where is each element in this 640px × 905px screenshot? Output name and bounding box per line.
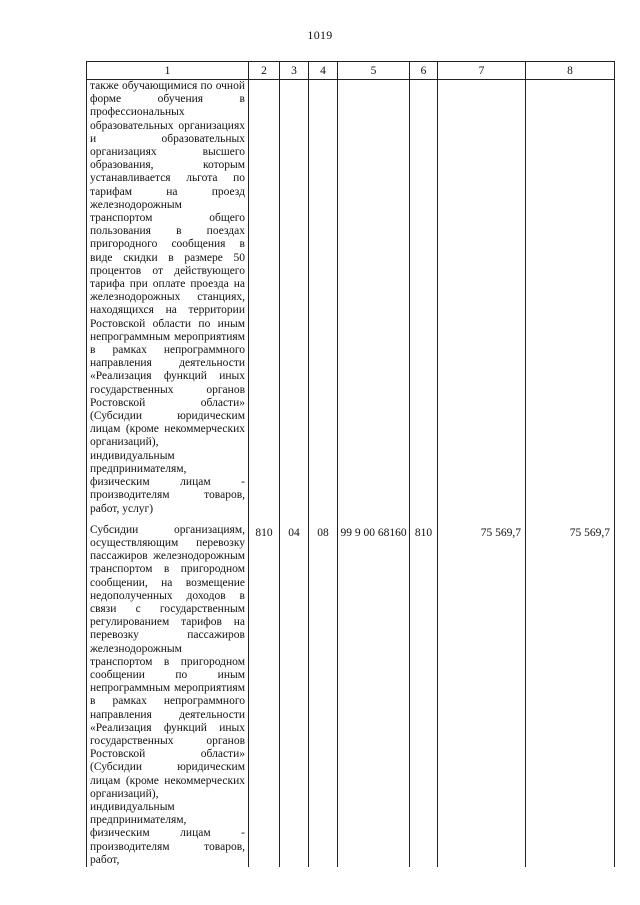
row-expense-type: 810 [410, 516, 438, 867]
row-amount-1 [438, 80, 526, 516]
row-amount-2: 75 569,7 [526, 516, 615, 867]
table-row [87, 80, 615, 516]
table-header [87, 62, 615, 80]
row-section-code: 04 [280, 516, 309, 867]
header-col-2: 2 [249, 62, 280, 80]
row-section-code [280, 80, 309, 516]
table-row [87, 516, 615, 867]
page-number: 1019 [307, 28, 333, 42]
header-col-6: 6 [410, 62, 438, 80]
header-col-4: 4 [309, 62, 338, 80]
row-amount-2 [526, 80, 615, 516]
header-row [87, 62, 615, 80]
row-ministry-code: 810 [249, 516, 280, 867]
budget-table [86, 61, 615, 867]
row-subsection-code: 08 [309, 516, 338, 867]
header-col-3: 3 [280, 62, 309, 80]
row-target-article: 99 9 00 68160 [338, 516, 410, 867]
header-col-5: 5 [338, 62, 410, 80]
table-body [87, 80, 615, 867]
row-target-article [338, 80, 410, 516]
row-expense-type [410, 80, 438, 516]
row-ministry-code [249, 80, 280, 516]
row-amount-1: 75 569,7 [438, 516, 526, 867]
header-col-7: 7 [438, 62, 526, 80]
row-subsection-code [309, 80, 338, 516]
header-col-1: 1 [87, 62, 249, 80]
row-description: также обучающимися по очной форме обучения в профессиональных образовательных организациях и образовательных организациях высшего образования, которым устанавливается льгота по тарифам на проезд железнодорожным транспортом общего пользования в поездах пригородного сообщения в виде скидки в размере 50 процентов от действующего тарифа при оплате проезда на железнодорожных станциях, находящихся на территории Ростовской области по иным непрограммным мероприятиям в рамках непрограммного направления деятельности «Реализация функций иных государственных органов Ростовской области» (Субсидии юридическим лицам (кроме некоммерческих организаций), индивидуальным предпринимателям, физическим лицам - производителям товаров, работ, услуг) [87, 80, 249, 516]
row-description: Субсидии организациям, осуществляющим перевозку пассажиров железнодорожным транспортом в пригородном сообщении, на возмещение недополученных доходов в связи с государственным регулированием тарифов на перевозку пассажиров железнодорожным транспортом в пригородном сообщении по иным непрограммным мероприятиям в рамках непрограммного направления деятельности «Реализация функций иных государственных органов Ростовской области» (Субсидии юридическим лицам (кроме некоммерческих организаций), индивидуальным предпринимателям, физическим лицам - производителям товаров, работ, [87, 516, 249, 867]
header-col-8: 8 [526, 62, 615, 80]
